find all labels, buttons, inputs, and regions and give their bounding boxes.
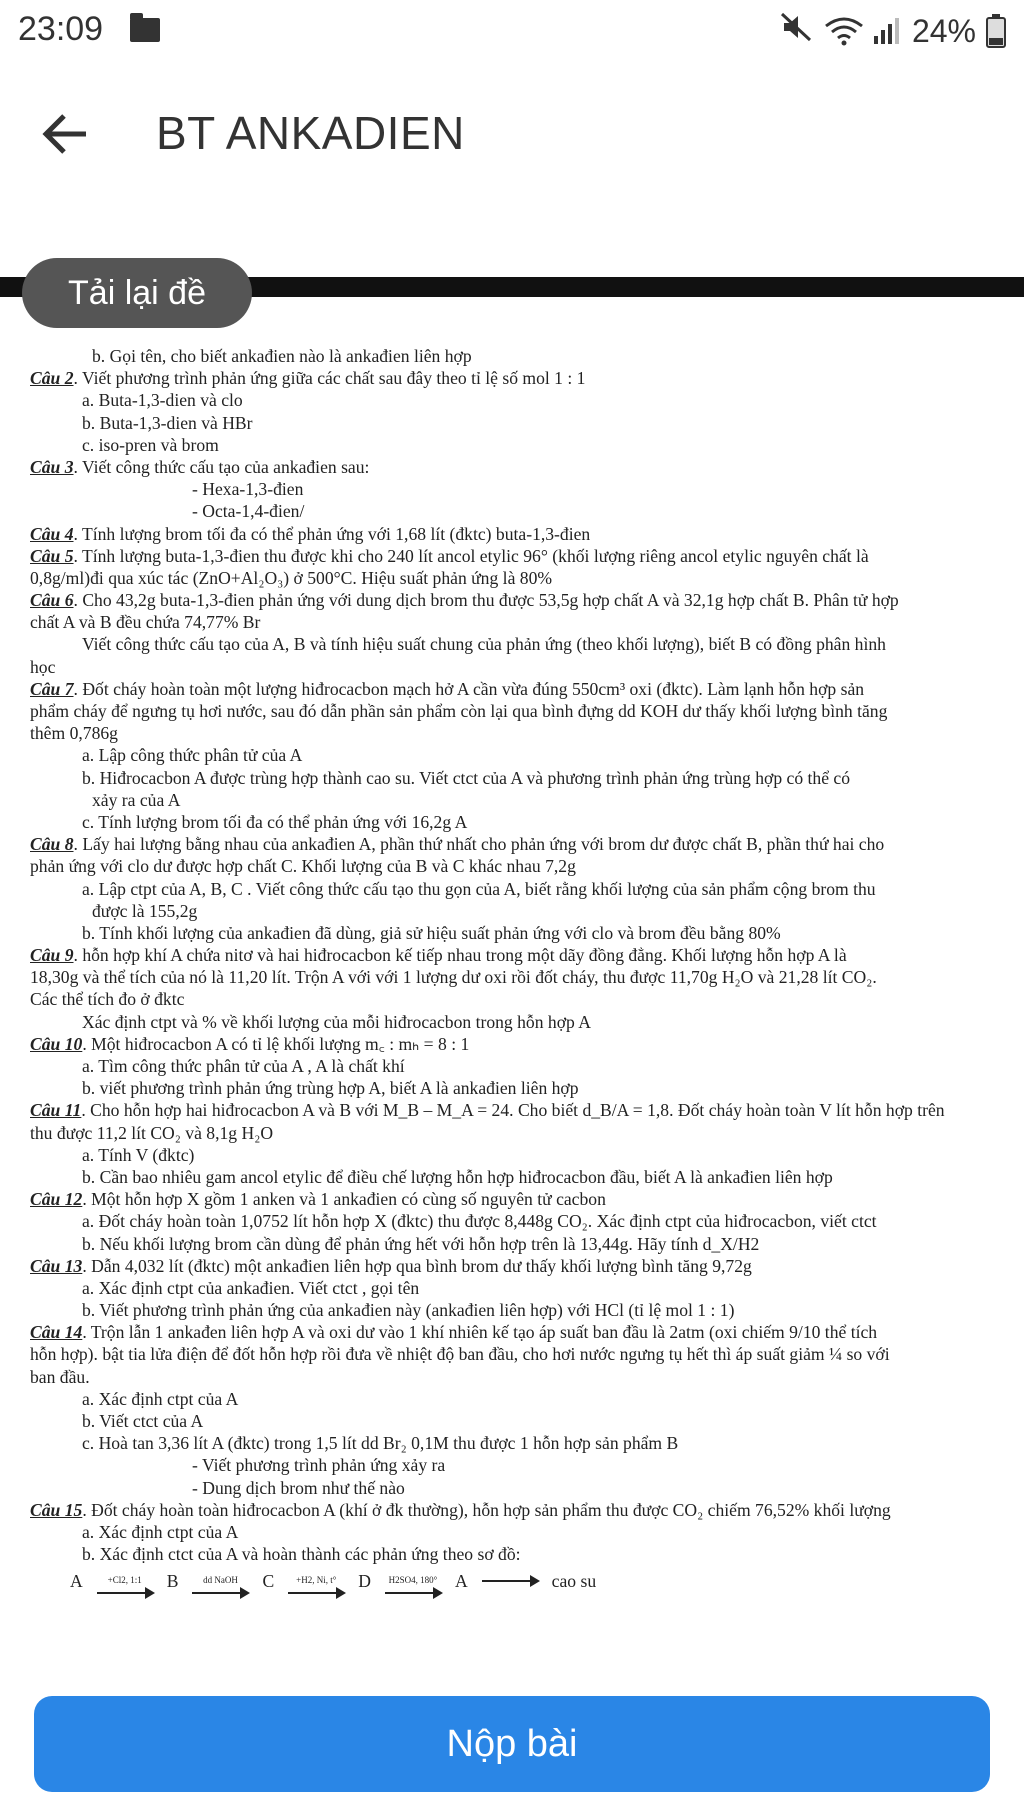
document-line <box>30 1011 1010 1033</box>
arrow-label: H2SO4, 180° <box>388 1575 438 1586</box>
line-text: . Cho 43,2g buta-1,3-đien phản ứng với dung dịch brom thu được 53,5g hợp chất A và 32,1g hợp chất B. Phân tử hợp <box>73 590 899 611</box>
line-text: thêm 0,786g <box>30 723 118 744</box>
document-line <box>30 389 1010 411</box>
document-line <box>30 900 1010 922</box>
document-line <box>30 478 1010 500</box>
scheme-node: A <box>70 1571 83 1592</box>
document-line <box>30 700 1010 722</box>
document-line <box>30 567 1010 589</box>
document-line <box>30 1188 1010 1210</box>
line-text: . Cho hỗn hợp hai hiđrocacbon A và B với M_B – M_A = 24. Cho biết d_B/A = 1,8. Đốt cháy hoàn toàn V lít hỗn hợp trên <box>81 1100 945 1121</box>
battery-percent: 24% <box>911 12 976 49</box>
line-text: ban đầu. <box>30 1366 90 1387</box>
back-arrow-icon[interactable] <box>40 108 92 160</box>
line-text: . Viết phương trình phản ứng giữa các chất sau đây theo tỉ lệ số mol 1 : 1 <box>73 368 586 389</box>
arrow-label: +Cl2, 1:1 <box>107 1575 142 1586</box>
question-label: Câu 6 <box>30 590 74 611</box>
question-label: Câu 5 <box>30 545 74 566</box>
line-text: a. Xác định ctpt của ankađien. Viết ctct , gọi tên <box>82 1277 420 1298</box>
line-text: 0,8g/ml)đi qua xúc tác (ZnO+Al₂O₃) ở 500°C. Hiệu suất phản ứng là 80% <box>30 567 553 588</box>
document-line <box>30 767 1010 789</box>
document-line <box>30 855 1010 877</box>
document-line <box>30 1233 1010 1255</box>
line-text: . Đốt cháy hoàn toàn một lượng hiđrocacbon mạch hở A cần vừa đúng 550cm³ oxi (đktc). Làm lạnh hỗn hợp sản <box>73 678 865 699</box>
scheme-node: D <box>358 1571 371 1592</box>
line-text: c. Hoà tan 3,36 lít A (đktc) trong 1,5 lít dd Br₂ 0,1M thu được 1 hỗn hợp sản phẩm B <box>82 1433 679 1454</box>
line-text: c. iso-pren và brom <box>82 434 219 455</box>
line-text: b. Cần bao nhiêu gam ancol etylic để điều chế lượng hỗn hợp hiđrocacbon đầu, biết A là ankađien liên hợp <box>82 1166 833 1187</box>
line-text: phẩm cháy để ngưng tụ hơi nước, sau đó dẫn phần sản phẩm còn lại qua bình đựng dd KOH dư thấy khối lượng bình tăng <box>30 701 888 721</box>
document-line <box>30 1299 1010 1321</box>
document-line <box>30 1077 1010 1099</box>
document-line <box>30 1166 1010 1188</box>
document-line <box>30 1343 1010 1365</box>
page-title: BT ANKADIEN <box>156 107 465 159</box>
document-line <box>30 744 1010 766</box>
line-text: . Dẫn 4,032 lít (đktc) một ankađien liên hợp qua bình brom dư thấy khối lượng bình tăng 9,72g <box>82 1255 752 1276</box>
scheme-arrow <box>385 1569 441 1593</box>
scheme-arrow <box>97 1569 153 1593</box>
app-bar <box>0 80 1024 190</box>
scheme-node: cao su <box>551 1571 597 1592</box>
document-line <box>30 456 1010 478</box>
document-line <box>30 1499 1010 1521</box>
line-text: . Đốt cháy hoàn toàn hiđrocacbon A (khí ở đk thường), hỗn hợp sản phẩm thu được CO₂ chiếm 76,52% khối lượng <box>82 1499 891 1520</box>
line-text: a. Lập công thức phân tử của A <box>82 745 303 766</box>
document-line <box>30 1255 1010 1277</box>
submit-button[interactable]: Nộp bài <box>34 1696 990 1792</box>
line-text: . Viết công thức cấu tạo của ankađien sau: <box>73 456 370 477</box>
line-text: . Lấy hai lượng bằng nhau của ankađien A, phần thứ nhất cho phản ứng với brom dư được chất B, phần thứ hai cho <box>73 834 885 855</box>
status-right <box>780 12 1006 50</box>
line-text: b. Tính khối lượng của ankađien đã dùng, giả sử hiệu suất phản ứng với clo và brom đều bằng 80% <box>82 922 781 943</box>
line-text: 18,30g và thể tích của nó là 11,20 lít. Trộn A với với 1 lượng dư oxi rồi đốt cháy, thu được 11,70g H₂O và 21,28 lít CO₂. <box>30 967 877 988</box>
line-text: - Octa-1,4-đien/ <box>192 501 305 522</box>
document-line <box>30 944 1010 966</box>
document-line <box>30 1055 1010 1077</box>
line-text: . Trộn lẫn 1 ankađen liên hợp A và oxi dư vào 1 khí nhiên kế tạo áp suất ban đầu là 2atm (oxi chiếm 9/10 thể tích <box>82 1322 878 1343</box>
line-text: a. Lập ctpt của A, B, C . Viết công thức cấu tạo thu gọn của A, biết rằng khối lượng của sản phẩm cộng brom thu <box>82 878 876 899</box>
document-line <box>30 345 1010 367</box>
line-text: a. Buta-1,3-dien và clo <box>82 390 243 411</box>
signal-icon <box>872 16 902 46</box>
scheme-node: A <box>454 1571 468 1592</box>
scheme-arrow <box>288 1569 344 1593</box>
question-label: Câu 14 <box>30 1322 83 1343</box>
wifi-icon <box>824 16 862 46</box>
line-text: b. Buta-1,3-dien và HBr <box>82 412 253 433</box>
document-line <box>30 367 1010 389</box>
document-line <box>30 611 1010 633</box>
line-text: . hỗn hợp khí A chứa nitơ và hai hiđrocacbon kế tiếp nhau trong một dãy đồng đẳng. Khối lượng hỗn hợp A là <box>73 945 847 966</box>
scheme-node: B <box>166 1571 179 1592</box>
line-text: a. Tìm công thức phân tử của A , A là chất khí <box>82 1056 405 1076</box>
question-label: Câu 12 <box>30 1189 83 1210</box>
line-text: xảy ra của A <box>92 789 181 810</box>
document-line <box>30 1144 1010 1166</box>
question-label: Câu 13 <box>30 1255 83 1276</box>
battery-icon <box>986 14 1006 48</box>
line-text: phản ứng với clo dư được hợp chất C. Khối lượng của B và C khác nhau 7,2g <box>30 856 576 877</box>
line-text: a. Đốt cháy hoàn toàn 1,0752 lít hỗn hợp X (đktc) thu được 8,448g CO₂. Xác định ctpt của hiđrocacbon, viết ctct <box>82 1211 877 1232</box>
line-text: b. Viết ctct của A <box>82 1411 204 1431</box>
line-text: Xác định ctpt và % về khối lượng của mỗi hiđrocacbon trong hỗn hợp A <box>82 1011 591 1032</box>
line-text: . Tính lượng buta-1,3-đien thu được khi cho 240 lít ancol etylic 96° (khối lượng riêng ancol etylic nguyên chất là <box>73 545 869 566</box>
line-text: - Dung dịch brom như thế nào <box>192 1477 405 1498</box>
line-text: - Hexa-1,3-đien <box>192 479 304 500</box>
arrow-label: dd NaOH <box>203 1575 238 1586</box>
question-label: Câu 10 <box>30 1033 83 1054</box>
document-line <box>30 1410 1010 1432</box>
document-line <box>30 1099 1010 1121</box>
line-text: học <box>30 656 56 677</box>
document-line <box>30 1277 1010 1299</box>
reaction-scheme <box>30 1569 1010 1593</box>
question-label: Câu 15 <box>30 1499 83 1520</box>
document-line <box>30 678 1010 700</box>
document-line <box>30 878 1010 900</box>
line-text: b. Gọi tên, cho biết ankađien nào là ankađien liên hợp <box>92 346 472 366</box>
question-label: Câu 2 <box>30 368 74 389</box>
line-text: b. Nếu khối lượng brom cần dùng để phản ứng hết với hỗn hợp trên là 13,44g. Hãy tính d_X/H2 <box>82 1233 760 1254</box>
document-line <box>30 656 1010 678</box>
document-line <box>30 1432 1010 1454</box>
line-text: Các thể tích đo ở đktc <box>30 989 185 1010</box>
document-line <box>30 1543 1010 1565</box>
line-text: b. Hiđrocacbon A được trùng hợp thành cao su. Viết ctct của A và phương trình phản ứng trùng hợp có thể có <box>82 767 851 788</box>
document-line <box>30 1210 1010 1232</box>
document-line <box>30 988 1010 1010</box>
line-text: chất A và B đều chứa 74,77% Br <box>30 612 261 633</box>
scheme-arrow <box>482 1580 538 1582</box>
document-line <box>30 589 1010 611</box>
line-text: . Tính lượng brom tối đa có thể phản ứng với 1,68 lít (đktc) buta-1,3-đien <box>73 523 591 544</box>
document-line <box>30 922 1010 944</box>
document-line <box>30 500 1010 522</box>
line-text: được là 155,2g <box>92 900 198 921</box>
document-line <box>30 1122 1010 1144</box>
line-text: b. Viết phương trình phản ứng của ankađien này (ankađien liên hợp) với HCl (tỉ lệ mol 1 : 1) <box>82 1300 735 1321</box>
document-line <box>30 1033 1010 1055</box>
line-text: b. viết phương trình phản ứng trùng hợp A, biết A là ankađien liên hợp <box>82 1078 579 1099</box>
scheme-node: C <box>262 1571 275 1592</box>
document-line <box>30 434 1010 456</box>
document-line <box>30 1477 1010 1499</box>
question-label: Câu 4 <box>30 523 74 544</box>
document-line <box>30 722 1010 744</box>
document-line <box>30 1454 1010 1476</box>
document-line <box>30 1521 1010 1543</box>
line-text: a. Xác định ctpt của A <box>82 1521 239 1542</box>
folder-icon <box>130 18 160 42</box>
question-label: Câu 7 <box>30 678 74 699</box>
line-text: . Một hiđrocacbon A có tỉ lệ khối lượng m꜀ : mₕ = 8 : 1 <box>82 1033 470 1054</box>
line-text: a. Xác định ctpt của A <box>82 1388 239 1409</box>
question-label: Câu 11 <box>30 1100 82 1121</box>
document-line <box>30 789 1010 811</box>
exam-document <box>30 345 1010 1594</box>
status-time: 23:09 <box>18 10 104 48</box>
document-line <box>30 412 1010 434</box>
line-text: . Một hỗn hợp X gồm 1 anken và 1 ankađien có cùng số nguyên tử cacbon <box>82 1189 606 1210</box>
line-text: Viết công thức cấu tạo của A, B và tính hiệu suất chung của phản ứng (theo khối lượng), biết B có đồng phân hình <box>82 634 886 655</box>
arrow-label: +H2, Ni, t° <box>296 1575 337 1586</box>
scheme-arrow <box>192 1569 248 1593</box>
document-line <box>30 811 1010 833</box>
question-label: Câu 8 <box>30 834 74 855</box>
mute-icon <box>780 12 814 50</box>
reload-exam-button[interactable]: Tải lại đề <box>22 258 252 328</box>
line-text: b. Xác định ctct của A và hoàn thành các phản ứng theo sơ đồ: <box>82 1544 521 1565</box>
document-line <box>30 1366 1010 1388</box>
line-text: c. Tính lượng brom tối đa có thể phản ứng với 16,2g A <box>82 811 468 832</box>
document-line <box>30 833 1010 855</box>
line-text: a. Tính V (đktc) <box>82 1144 195 1165</box>
document-line <box>30 1388 1010 1410</box>
status-bar <box>0 0 1024 64</box>
document-line <box>30 966 1010 988</box>
question-label: Câu 3 <box>30 456 74 477</box>
line-text: - Viết phương trình phản ứng xảy ra <box>192 1455 446 1476</box>
line-text: thu được 11,2 lít CO₂ và 8,1g H₂O <box>30 1122 274 1143</box>
line-text: hỗn hợp). bật tia lửa điện để đốt hỗn hợp rồi đưa về nhiệt độ ban đầu, cho hơi nước ngưng tụ hết thì áp suất giảm ¼ so với <box>30 1344 890 1365</box>
question-label: Câu 9 <box>30 945 74 966</box>
document-line <box>30 545 1010 567</box>
document-line <box>30 633 1010 655</box>
document-line <box>30 523 1010 545</box>
document-line <box>30 1321 1010 1343</box>
